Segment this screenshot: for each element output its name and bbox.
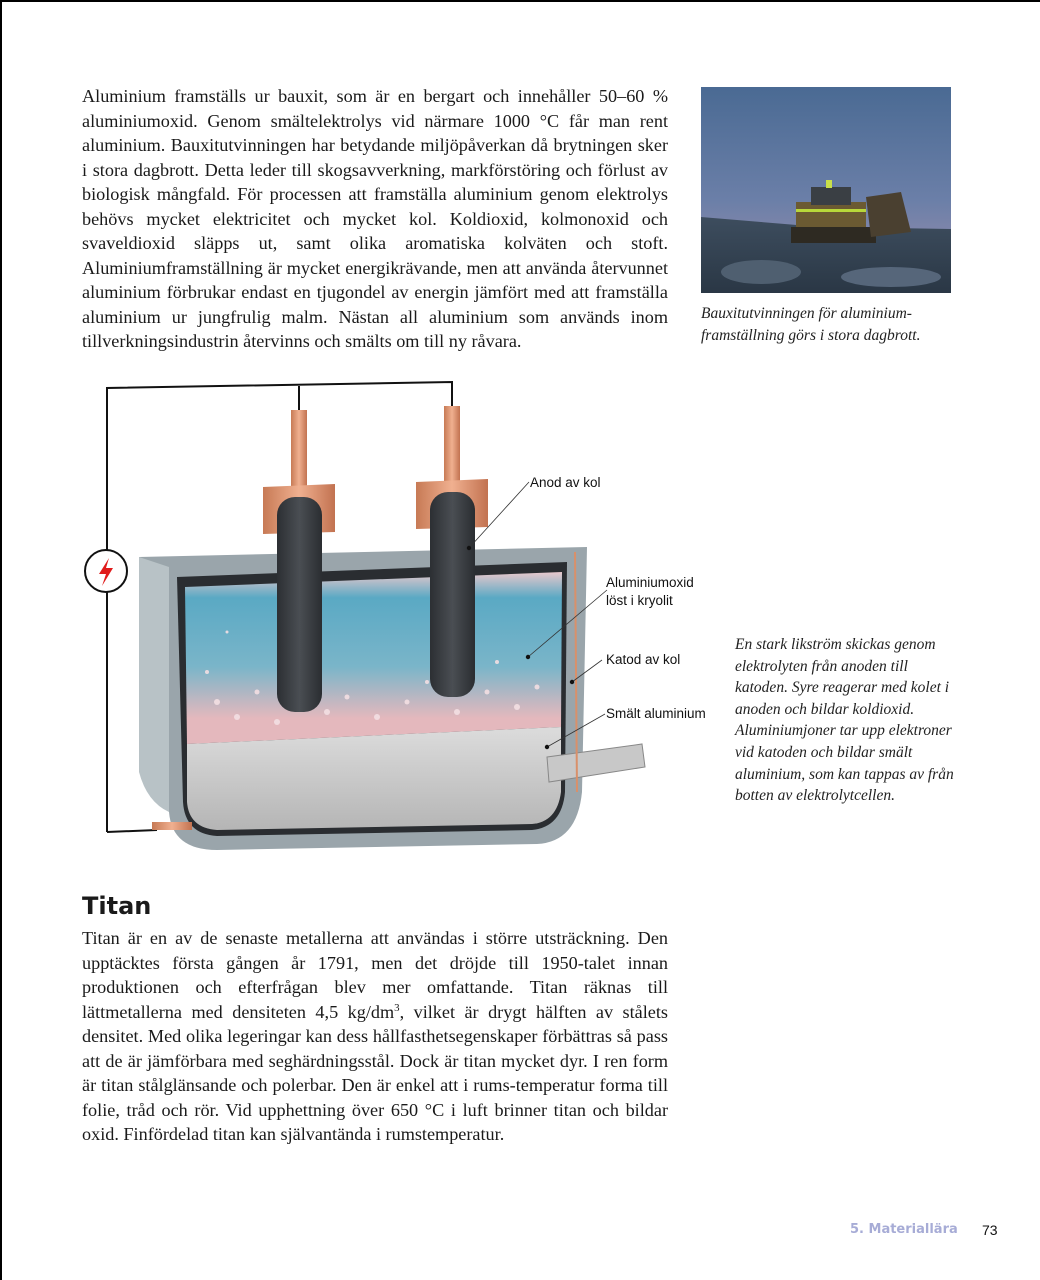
diagram-caption: En stark likström skickas genom elektrolyten från anoden till katoden. Syre reagerar med kolet i anoden och bildar koldioxid. Aluminiumjoner tar upp elektroner vid katoden och bildar smält aluminium, som kan tappas av från botten av elektrolytcellen. — [735, 636, 954, 805]
label-anode: Anod av kol — [530, 475, 601, 490]
power-source-icon — [85, 550, 127, 592]
section-heading-titan: Titan — [82, 892, 152, 920]
label-molten-aluminium: Smält aluminium — [606, 706, 706, 721]
label-electrolyte-line2: löst i kryolit — [606, 593, 673, 608]
titan-text-part1: Titan är en av de senaste metallerna att användas i större utsträckning. Den upptäcktes första gången år 1791, men det dröjde till 1950-talet innan produktionen och efterfrågan blev mer omfattande. Titan räknas till lättmetallerna med densiteten 4,5 kg/dm — [82, 928, 668, 1022]
titan-paragraph — [82, 926, 668, 1147]
footer-section-title: 5. Materiallära — [850, 1222, 958, 1237]
label-cathode: Katod av kol — [606, 652, 681, 667]
label-electrolyte-line1: Aluminiumoxid — [606, 575, 694, 590]
electrolysis-cell-diagram — [77, 372, 727, 862]
titan-text-part2: , vilket är drygt hälften av stålets densitet. Med olika legeringar kan dess hållfasthetsegenskaper förbättras så pass att de är jämförbara med seghärdningsstål. Dock är titan mycket dyr. I ren form är titan stålglänsande och polerbar. Den är enkel att i rums-temperatur forma till folie, tråd och rör. Vid upphettning över 650 °C i luft brinner titan och bildar oxid. Finfördelad titan kan självantända i rumstemperatur. — [82, 1001, 668, 1144]
photo-caption: Bauxitutvinningen för aluminium-framställning görs i stora dagbrott. — [701, 305, 921, 344]
page-number: 73 — [982, 1222, 998, 1238]
bauxite-mine-photo — [701, 87, 951, 293]
superscript-3: 3 — [394, 1001, 400, 1014]
intro-paragraph: Aluminium framställs ur bauxit, som är en bergart och innehåller 50–60 % aluminiumoxid. Genom smältelektrolys vid närmare 1000 °C får man rent aluminium. Bauxitutvinningen har betydande miljöpåverkan då brytningen sker i stora dagbrott. Detta leder till skogsavverkning, markförstöring och förlust av biologisk mångfald. För processen att framställa aluminium genom elektrolys behövs mycket elektricitet och mycket kol. Koldioxid, kolmonoxid och svaveldioxid släpps ut, samt olika aromatiska kolväten och stoft. Aluminiumframställning är mycket energikrävande, men att använda återvunnet aluminium förbrukar endast en tjugondel av energin jämfört med att framställa aluminium ur jungfrulig malm. Nästan all aluminium som används inom tillverkningsindustrin återvinns och smälts om till ny råvara. — [82, 86, 668, 351]
